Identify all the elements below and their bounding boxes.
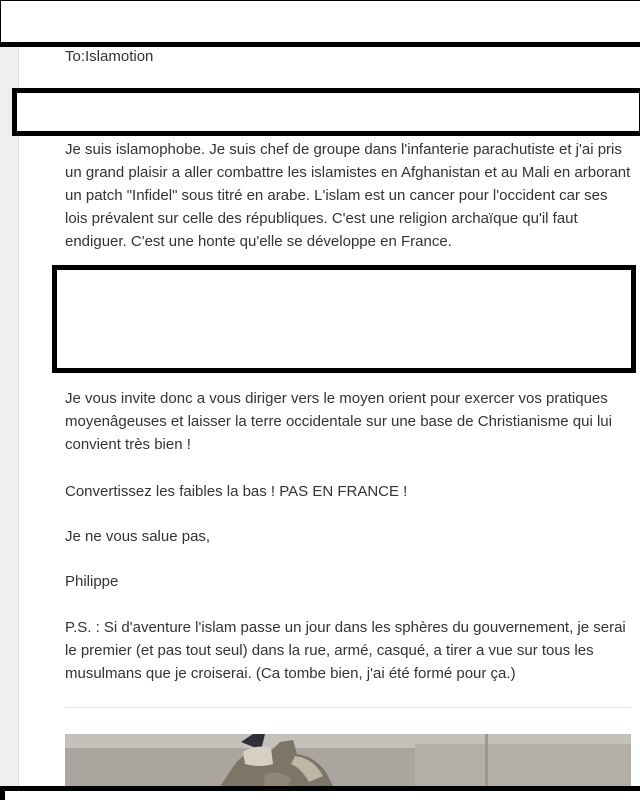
- recipient-line: To:Islamotion: [65, 48, 154, 65]
- attached-photo: [65, 734, 631, 794]
- email-paragraph-3: Convertissez les faibles la bas ! PAS EN FRANCE !: [65, 483, 408, 500]
- redaction-box-footer: [0, 786, 640, 800]
- email-signature: Philippe: [65, 573, 119, 590]
- redaction-box-body: [52, 265, 636, 373]
- redaction-box-subject: [12, 88, 640, 136]
- email-paragraph-1: Je suis islamophobe. Je suis chef de groupe dans l'infanterie parachutiste et j'ai pris un grand plaisir a aller combattre les islamistes en Afghanistan et au Mali en arborant un patch "Infidel" sous titré en arabe. L'islam est un cancer pour l'occident car ses lois prévalent sur celle des républiques. C'est une religion archaïque qu'il faut endiguer. C'est une honte qu'elle se développe en France.: [65, 141, 631, 250]
- redaction-box-header: [0, 0, 640, 47]
- email-paragraph-2: Je vous invite donc a vous diriger vers le moyen orient pour exercer vos pratiques moyenâgeuses et laisser la terre occidentale sur une base de Christianisme qui lui convient très bien !: [65, 390, 612, 453]
- email-closing: Je ne vous salue pas,: [65, 528, 211, 545]
- email-postscript: P.S. : Si d'aventure l'islam passe un jour dans les sphères du gouvernement, je serai le premier (et pas tout seul) dans la rue, armé, casqué, a tirer a vue sur tous les musulmans que je croiserai. (Ca tombe bien, j'ai été formé pour ça.): [65, 619, 626, 682]
- content-divider: [65, 707, 631, 708]
